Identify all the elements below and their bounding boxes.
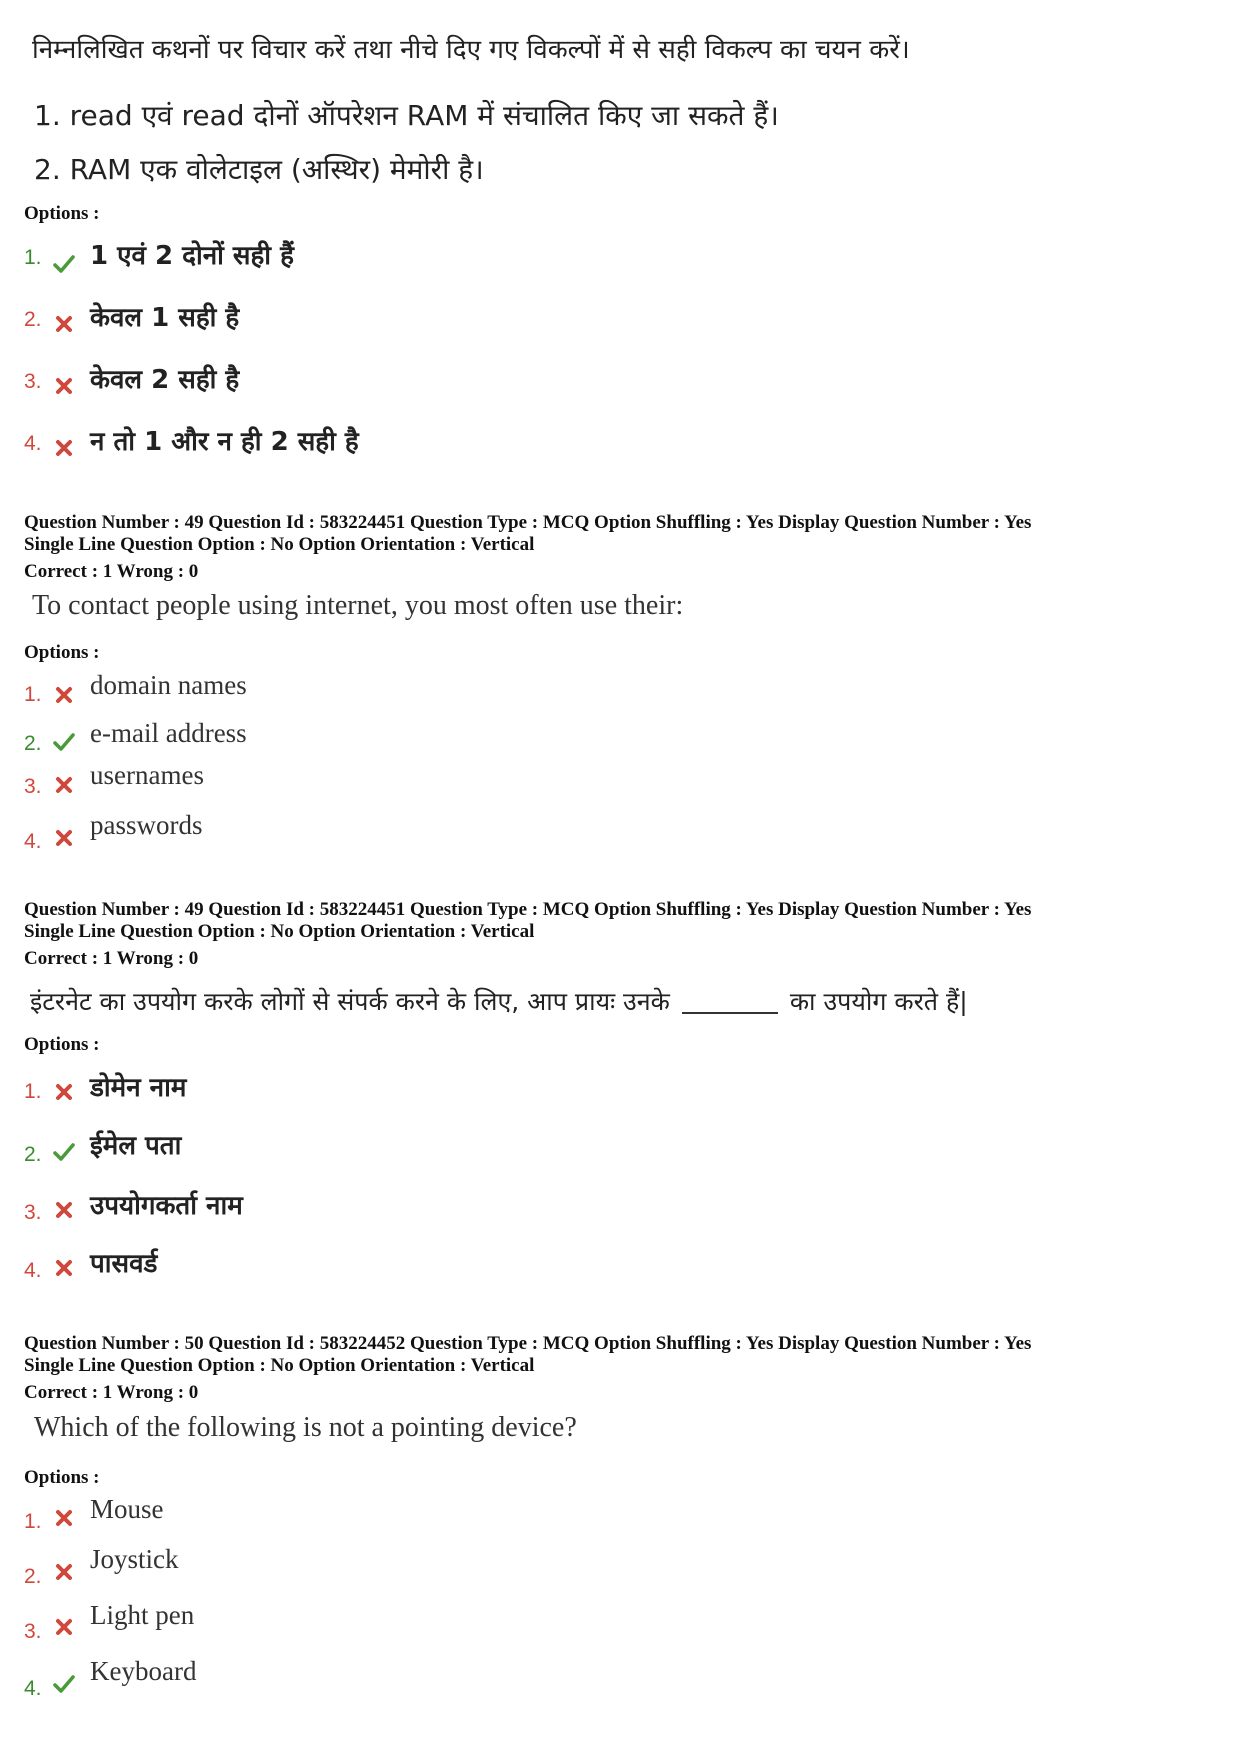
q48-option-3-text: केवल 2 सही है <box>90 365 240 395</box>
q49-option-1 <box>24 683 42 707</box>
q49-question: To contact people using internet, you most often use their: <box>32 590 684 621</box>
q50-option-4-text: Keyboard <box>90 1656 197 1686</box>
cross-icon <box>52 436 76 460</box>
option-number: 3. <box>24 775 42 798</box>
option-number: 1. <box>24 246 42 269</box>
check-icon <box>52 730 76 754</box>
q50-option-2-text: Joystick <box>90 1544 179 1574</box>
cross-icon <box>52 1256 76 1280</box>
q48-option-1 <box>24 246 42 270</box>
q49-hi-question-part-1: इंटरनेट का उपयोग करके लोगों से संपर्क करने के लिए, आप प्रायः उनके <box>30 987 670 1016</box>
q49-hi-option-2 <box>24 1143 42 1167</box>
q48-option-2 <box>24 308 42 332</box>
answer-blank <box>682 1012 778 1014</box>
q49-hi-meta-line-1: Question Number : 49 Question Id : 583224451 Question Type : MCQ Option Shuffling : Yes Display Question Number : Yes <box>24 899 1032 920</box>
option-number: 1. <box>24 1510 42 1533</box>
q48-statement-2: 2. RAM एक वोलेटाइल (अस्थिर) मेमोरी है। <box>34 153 484 186</box>
cross-icon <box>52 826 76 850</box>
q49-option-2 <box>24 732 42 756</box>
q49-hi-option-3 <box>24 1201 42 1225</box>
q50-question: Which of the following is not a pointing device? <box>34 1412 577 1443</box>
cross-icon <box>52 1080 76 1104</box>
q49-hi-option-3-text: उपयोगकर्ता नाम <box>90 1191 243 1221</box>
option-number: 3. <box>24 1620 42 1643</box>
option-number: 2. <box>24 1143 42 1166</box>
q49-option-1-text: domain names <box>90 670 247 700</box>
q49-option-3-text: usernames <box>90 760 204 790</box>
q50-option-4 <box>24 1677 42 1701</box>
q48-option-1-text: 1 एवं 2 दोनों सही हैं <box>90 241 294 271</box>
option-number: 1. <box>24 1080 42 1103</box>
check-icon <box>52 1140 76 1164</box>
q49-hi-option-2-text: ईमेल पता <box>90 1131 182 1161</box>
option-number: 4. <box>24 1259 42 1282</box>
q50-meta-line-1: Question Number : 50 Question Id : 583224452 Question Type : MCQ Option Shuffling : Yes Display Question Number : Yes <box>24 1333 1032 1354</box>
q49-hi-option-4 <box>24 1259 42 1283</box>
q49-hi-question <box>30 984 968 1018</box>
q48-option-2-text: केवल 1 सही है <box>90 303 240 333</box>
q48-option-3 <box>24 370 42 394</box>
check-icon <box>52 252 76 276</box>
q49-meta-line-2: Single Line Question Option : No Option Orientation : Vertical <box>24 534 535 555</box>
q50-option-1-text: Mouse <box>90 1494 164 1524</box>
cross-icon <box>52 1615 76 1639</box>
q50-option-3 <box>24 1620 42 1644</box>
q49-options-label: Options : <box>24 642 100 663</box>
option-number: 4. <box>24 432 42 455</box>
cross-icon <box>52 1506 76 1530</box>
q48-option-4-text: न तो 1 और न ही 2 सही है <box>90 427 359 457</box>
q50-option-3-text: Light pen <box>90 1600 195 1630</box>
q49-hi-meta-line-2: Single Line Question Option : No Option Orientation : Vertical <box>24 921 535 942</box>
q49-hi-meta-line-3: Correct : 1 Wrong : 0 <box>24 948 199 969</box>
option-number: 3. <box>24 370 42 393</box>
q48-options-label: Options : <box>24 203 100 224</box>
option-number: 4. <box>24 830 42 853</box>
q49-option-2-text: e-mail address <box>90 718 247 748</box>
q49-hi-option-1-text: डोमेन नाम <box>90 1073 187 1103</box>
q49-option-3 <box>24 775 42 799</box>
q50-meta-line-2: Single Line Question Option : No Option Orientation : Vertical <box>24 1355 535 1376</box>
cross-icon <box>52 773 76 797</box>
q49-meta-line-1: Question Number : 49 Question Id : 583224451 Question Type : MCQ Option Shuffling : Yes Display Question Number : Yes <box>24 512 1032 533</box>
q48-option-4 <box>24 432 42 456</box>
cross-icon <box>52 683 76 707</box>
q49-hi-option-1 <box>24 1080 42 1104</box>
option-number: 2. <box>24 732 42 755</box>
option-number: 3. <box>24 1201 42 1224</box>
q50-option-1 <box>24 1510 42 1534</box>
option-number: 2. <box>24 1565 42 1588</box>
check-icon <box>52 1672 76 1696</box>
q49-hi-options-label: Options : <box>24 1034 100 1055</box>
cross-icon <box>52 1198 76 1222</box>
q49-option-4-text: passwords <box>90 810 203 840</box>
cross-icon <box>52 1560 76 1584</box>
q49-option-4 <box>24 830 42 854</box>
option-number: 1. <box>24 683 42 706</box>
option-number: 2. <box>24 308 42 331</box>
q49-hi-option-4-text: पासवर्ड <box>90 1249 158 1279</box>
q50-meta-line-3: Correct : 1 Wrong : 0 <box>24 1382 199 1403</box>
q50-options-label: Options : <box>24 1467 100 1488</box>
q50-option-2 <box>24 1565 42 1589</box>
q49-hi-question-part-2: का उपयोग करते हैं| <box>789 987 968 1016</box>
q48-statement-1: 1. read एवं read दोनों ऑपरेशन RAM में संचालित किए जा सकते हैं। <box>34 99 779 132</box>
q48-instruction: निम्नलिखित कथनों पर विचार करें तथा नीचे दिए गए विकल्पों में से सही विकल्प का चयन करें। <box>32 35 910 65</box>
cross-icon <box>52 374 76 398</box>
option-number: 4. <box>24 1677 42 1700</box>
q49-meta-line-3: Correct : 1 Wrong : 0 <box>24 561 199 582</box>
cross-icon <box>52 312 76 336</box>
